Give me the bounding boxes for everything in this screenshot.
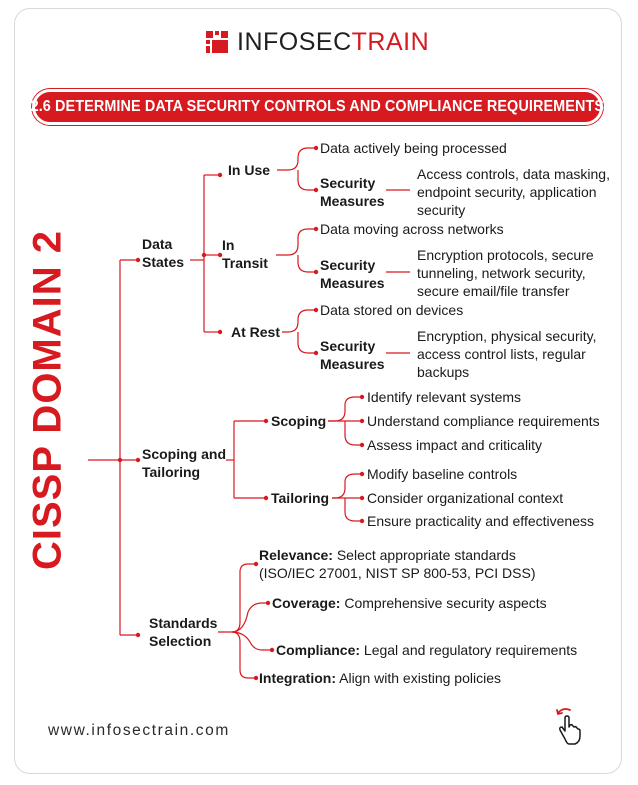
page-title: 2.6 DETERMINE DATA SECURITY CONTROLS AND COMPLIANCE REQUIREMENTS: [30, 98, 605, 115]
at-rest-description: Data stored on devices: [320, 302, 464, 318]
tailoring-item: Modify baseline controls: [367, 466, 518, 482]
at-rest-measures-text: Encryption, physical security, access control lists, regular backups: [417, 328, 597, 380]
node-in-use: In Use: [228, 162, 271, 178]
node-at-rest: At Rest: [231, 324, 281, 340]
in-transit-measures-text: Encryption protocols, secure tunneling, network security, secure email/file transfer: [417, 247, 594, 299]
relevance-item: Relevance: Select appropriate standards (ISO/IEC 27001, NIST SP 800-53, PCI DSS): [259, 547, 536, 581]
node-in-transit: In Transit: [222, 237, 268, 271]
scoping-item: Assess impact and criticality: [367, 437, 543, 453]
in-use-description: Data actively being processed: [320, 140, 507, 156]
in-use-measures-text: Access controls, data masking, endpoint security, application security: [417, 166, 610, 218]
in-transit-description: Data moving across networks: [320, 221, 504, 237]
node-scoping: Scoping: [271, 413, 327, 429]
pointer-hand-icon: [552, 706, 588, 746]
in-use-security-measures: Security Measures: [320, 175, 385, 209]
node-data-states: Data States: [142, 236, 185, 270]
footer-url[interactable]: www.infosectrain.com: [48, 722, 230, 739]
brand-name: INFOSECTRAIN: [237, 27, 430, 56]
at-rest-security-measures: Security Measures: [320, 338, 385, 372]
node-standards-selection: Standards Selection: [149, 615, 218, 649]
side-title: CISSP DOMAIN 2: [25, 230, 70, 570]
scoping-item: Identify relevant systems: [367, 389, 522, 405]
integration-item: Integration: Align with existing policies: [259, 670, 501, 686]
tailoring-item: Ensure practicality and effectiveness: [367, 513, 594, 529]
tailoring-item: Consider organizational context: [367, 490, 564, 506]
coverage-item: Coverage: Comprehensive security aspects: [272, 595, 547, 611]
scoping-item: Understand compliance requirements: [367, 413, 600, 429]
compliance-item: Compliance: Legal and regulatory requirements: [276, 642, 578, 658]
in-transit-security-measures: Security Measures: [320, 257, 385, 291]
node-tailoring: Tailoring: [271, 490, 330, 506]
node-scoping-and-tailoring: Scoping and Tailoring: [142, 446, 226, 480]
